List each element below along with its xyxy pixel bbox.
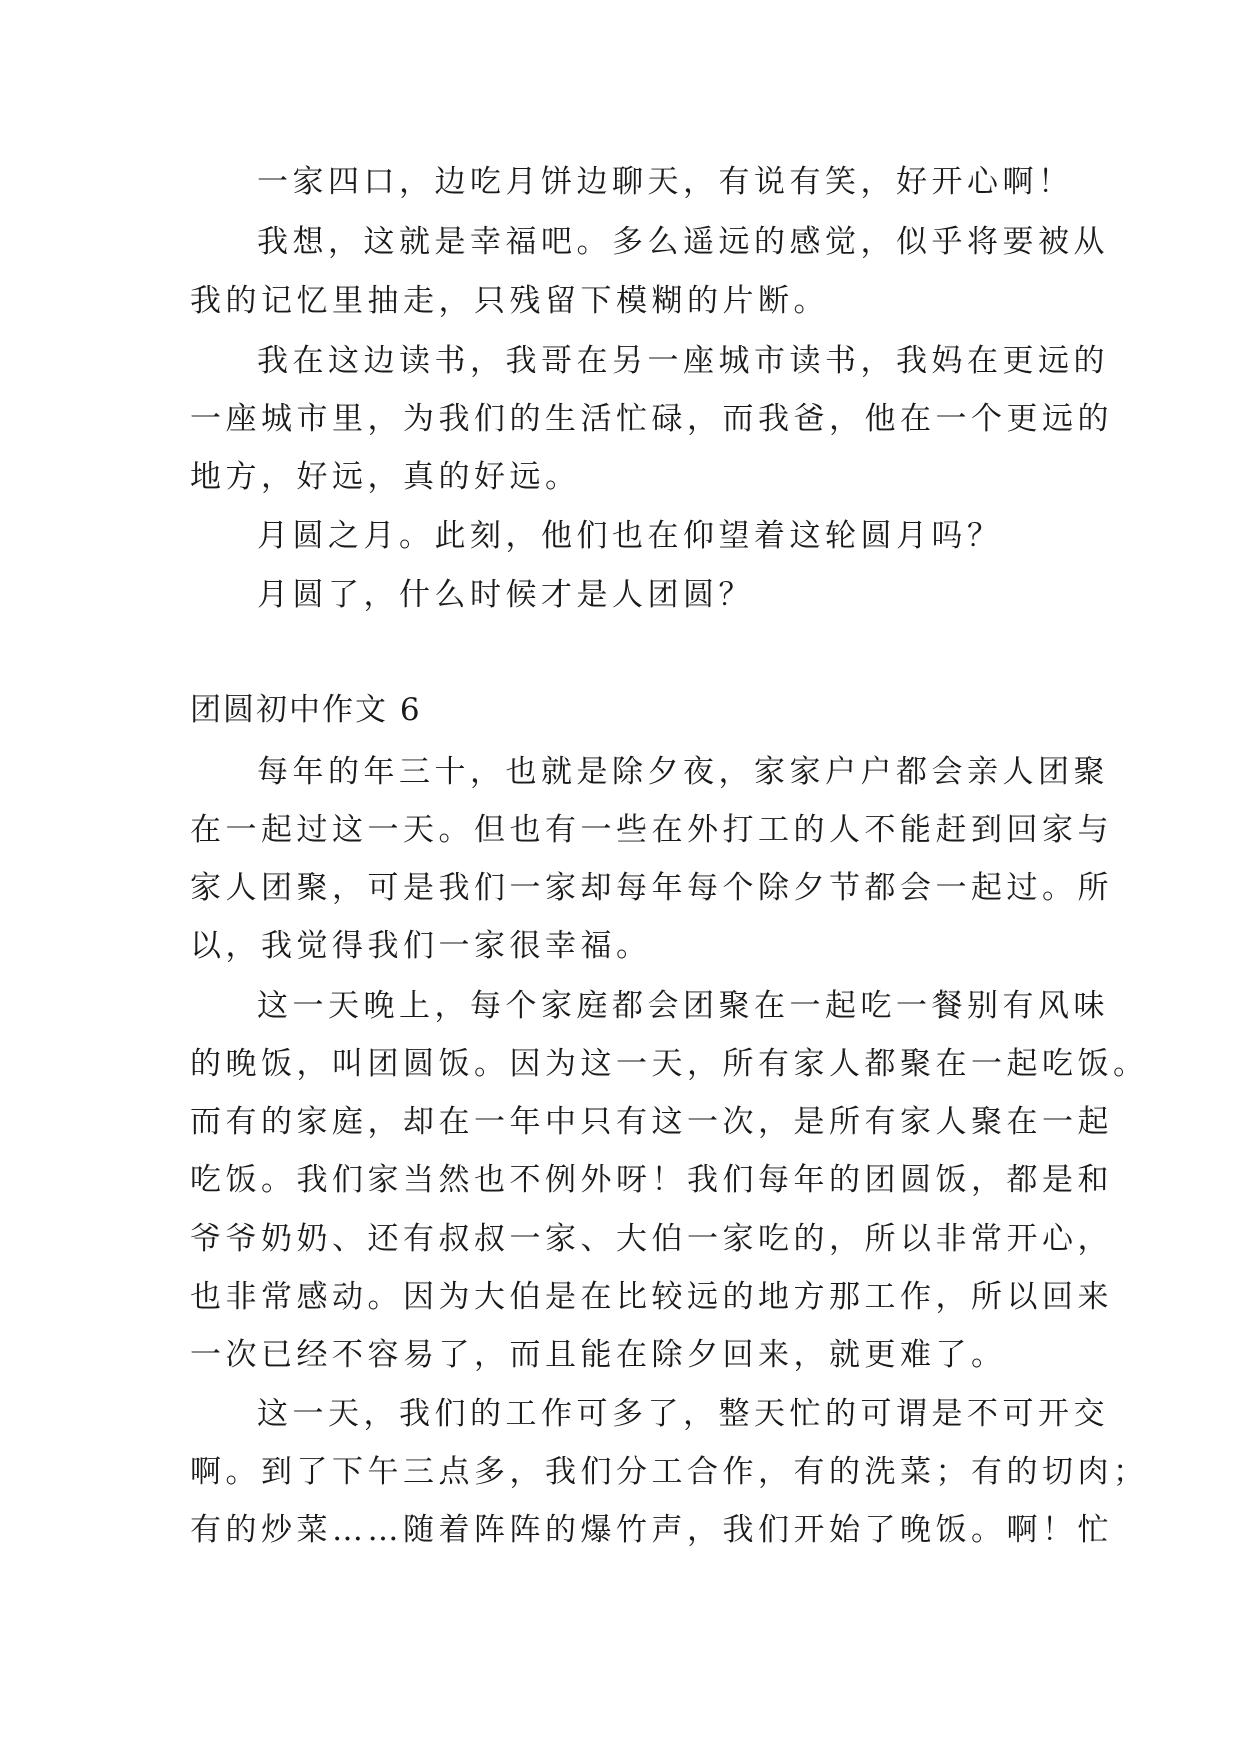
paragraph-line: 月圆之月。此刻，他们也在仰望着这轮圆月吗？ — [257, 518, 1003, 554]
paragraph-line: 一次已经不容易了，而且能在除夕回来，就更难了。 — [190, 1337, 1007, 1373]
paragraph-line: 这一天，我们的工作可多了，整天忙的可谓是不可开交 — [257, 1396, 1109, 1432]
paragraph-line: 爷爷奶奶、还有叔叔一家、大伯一家吃的，所以非常开心， — [190, 1221, 1113, 1257]
paragraph-line: 每年的年三十，也就是除夕夜，家家户户都会亲人团聚 — [257, 754, 1109, 790]
paragraph-line: 地方，好远，真的好远。 — [190, 459, 581, 495]
paragraph-line: 家人团聚，可是我们一家却每年每个除夕节都会一起过。所 — [190, 870, 1113, 906]
paragraph-line: 我想，这就是幸福吧。多么遥远的感觉，似乎将要被从 — [257, 224, 1109, 260]
paragraph-line: 月圆了，什么时候才是人团圆？ — [257, 577, 754, 613]
paragraph-line: 啊。到了下午三点多，我们分工合作，有的洗菜；有的切肉； — [190, 1454, 1149, 1490]
paragraph-line: 这一天晚上，每个家庭都会团聚在一起吃一餐别有风味 — [257, 988, 1109, 1024]
paragraph-line: 也非常感动。因为大伯是在比较远的地方那工作，所以回来 — [190, 1279, 1113, 1315]
paragraph-line: 在一起过这一天。但也有一些在外打工的人不能赶到回家与 — [190, 812, 1113, 848]
paragraph-line: 吃饭。我们家当然也不例外呀！我们每年的团圆饭，都是和 — [190, 1162, 1113, 1198]
paragraph-line: 以，我觉得我们一家很幸福。 — [190, 928, 652, 964]
paragraph-line: 而有的家庭，却在一年中只有这一次，是所有家人聚在一起 — [190, 1104, 1113, 1140]
paragraph-line: 一座城市里，为我们的生活忙碌，而我爸，他在一个更远的 — [190, 401, 1113, 437]
essay-title: 团圆初中作文 6 — [190, 692, 422, 728]
paragraph-line: 我的记忆里抽走，只残留下模糊的片断。 — [190, 283, 829, 319]
paragraph-line: 一家四口，边吃月饼边聊天，有说有笑，好开心啊！ — [257, 164, 1074, 200]
paragraph-line: 的晚饭，叫团圆饭。因为这一天，所有家人都聚在一起吃饭。 — [190, 1046, 1149, 1082]
paragraph-line: 我在这边读书，我哥在另一座城市读书，我妈在更远的 — [257, 343, 1109, 379]
paragraph-line: 有的炒菜……随着阵阵的爆竹声，我们开始了晚饭。啊！忙 — [190, 1512, 1113, 1548]
